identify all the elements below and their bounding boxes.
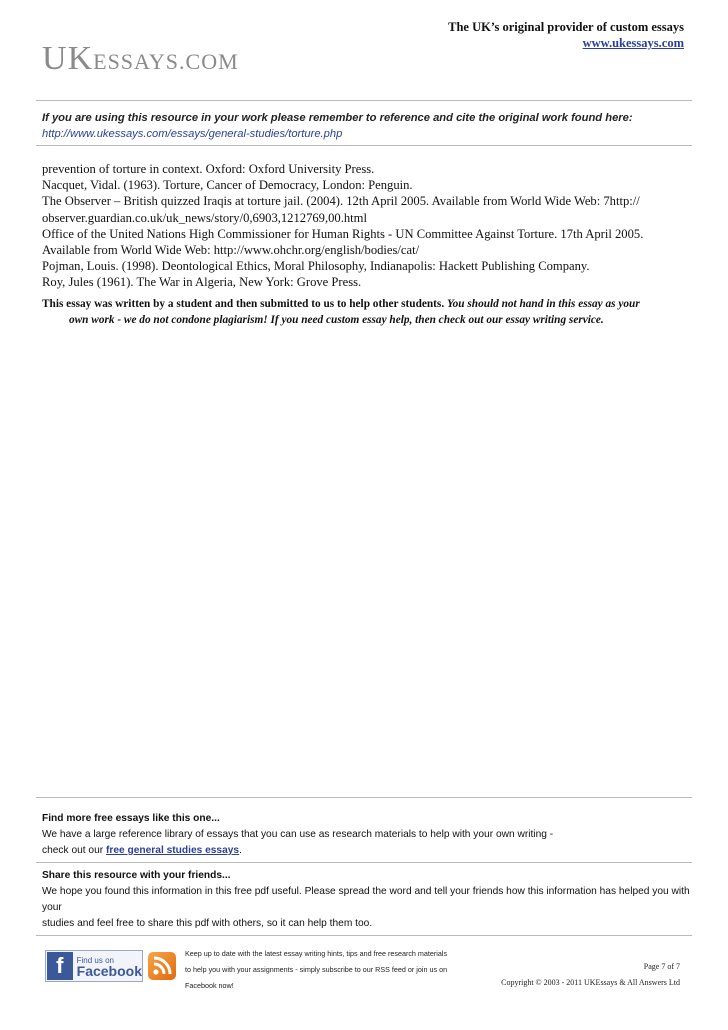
tagline-text: The UK’s original provider of custom essays: [448, 20, 684, 34]
citation-notice: [42, 110, 692, 142]
share-line-1: We hope you found this information in this free pdf useful. Please spread the word and tell your friends how this information has helped you with your: [42, 886, 690, 913]
footer-message: [185, 946, 485, 994]
facebook-button[interactable]: [45, 950, 143, 982]
find-more-suffix: .: [239, 845, 242, 856]
rss-icon[interactable]: [148, 952, 176, 980]
reference-line: prevention of torture in context. Oxford: Oxford University Press.: [42, 162, 375, 176]
reference-line: observer.guardian.co.uk/uk_news/story/0,6903,1212769,00.html: [42, 210, 367, 225]
find-more-heading: Find more free essays like this one...: [42, 813, 220, 824]
reference-list: [42, 161, 692, 291]
reference-line: Available from World Wide Web: http://www.ohchr.org/english/bodies/cat/: [42, 243, 420, 258]
reference-line: Nacquet, Vidal. (1963). Torture, Cancer of Democracy, London: Penguin.: [42, 178, 413, 193]
reference-line: Roy, Jules (1961). The War in Algeria, New York: Grove Press.: [42, 275, 362, 290]
share-line-2: studies and feel free to share this pdf with others, so it can help them too.: [42, 918, 373, 929]
facebook-find-label: Find us on: [76, 956, 114, 965]
citation-message: If you are using this resource in your work please remember to reference and cite the original work found here:: [42, 112, 633, 124]
find-more-section: [42, 811, 692, 859]
find-more-divider: [36, 797, 692, 798]
facebook-label: Facebook: [76, 963, 142, 979]
citation-url[interactable]: http://www.ukessays.com/essays/general-studies/torture.php: [42, 128, 343, 140]
ukessays-logo: UKESSAYS.COM: [42, 40, 239, 77]
share-section: [42, 868, 692, 932]
header-divider: [36, 100, 692, 101]
find-more-line-1: We have a large reference library of essays that you can use as research materials to help with your own writing -: [42, 829, 554, 840]
reference-line: Pojman, Louis. (1998). Deontological Ethics, Moral Philosophy, Indianapolis: Hackett Publishing Company.: [42, 259, 590, 274]
share-heading: Share this resource with your friends...: [42, 870, 231, 881]
plagiarism-note: [42, 296, 687, 328]
note-plain: This essay was written by a student and then submitted to us to help other students.: [42, 298, 445, 310]
reference-line: Office of the United Nations High Commissioner for Human Rights - UN Committee Against Torture. 17th April 2005.: [42, 226, 644, 241]
facebook-icon: f: [47, 952, 73, 980]
citation-divider: [36, 145, 692, 146]
free-essays-link[interactable]: free general studies essays: [106, 845, 240, 856]
find-more-prefix: check out our: [42, 845, 104, 856]
header-tagline: [448, 19, 684, 51]
page-number: Page 7 of 7: [643, 962, 680, 971]
footer-divider: [36, 935, 692, 936]
share-divider: [36, 862, 692, 863]
footer-line-2: to help you with your assignments - simply subscribe to our RSS feed or join us on: [185, 965, 448, 974]
footer-line-3: Facebook now!: [185, 981, 234, 990]
note-italic-1: You should not hand in this essay as your: [446, 298, 640, 310]
site-link[interactable]: www.ukessays.com: [582, 36, 684, 50]
footer-line-1: Keep up to date with the latest essay writing hints, tips and free research materials: [185, 949, 448, 958]
note-italic-2: own work - we do not condone plagiarism! If you need custom essay help, then check out our essay writing service.: [69, 314, 604, 326]
reference-line: The Observer – British quizzed Iraqis at torture jail. (2004). 12th April 2005. Available from World Wide Web: 7http://: [42, 194, 640, 209]
copyright-notice: Copyright © 2003 - 2011 UKEssays & All Answers Ltd: [501, 978, 680, 987]
